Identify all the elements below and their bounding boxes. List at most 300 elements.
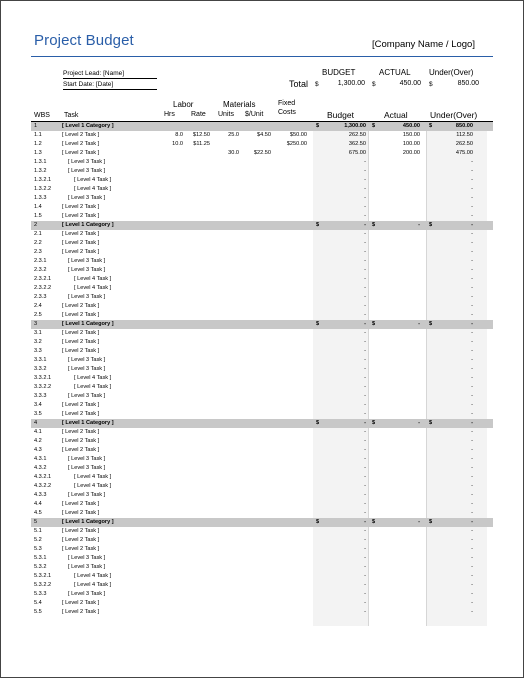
category-row[interactable]	[31, 122, 493, 131]
task-cell: [ Level 2 Task ]	[62, 132, 100, 138]
task-row[interactable]	[31, 194, 493, 203]
budget-cell: -	[364, 483, 366, 489]
budget-cell: -	[364, 447, 366, 453]
wbs-cell: 5.3	[34, 546, 42, 552]
task-cell: [ Level 4 Task ]	[74, 573, 112, 579]
wbs-cell: 5.3.3	[34, 591, 47, 597]
task-row[interactable]	[31, 230, 493, 239]
task-cell: [ Level 4 Task ]	[74, 186, 112, 192]
task-cell: [ Level 3 Task ]	[68, 258, 106, 264]
wbs-cell: 3.4	[34, 402, 42, 408]
task-cell: [ Level 2 Task ]	[62, 609, 100, 615]
task-cell: [ Level 2 Task ]	[62, 240, 100, 246]
budget-cell: 1,300.00	[344, 123, 366, 129]
under-over-cell: -	[471, 195, 473, 201]
wbs-cell: 2.2	[34, 240, 42, 246]
task-row[interactable]	[31, 383, 493, 392]
task-cell: [ Level 2 Task ]	[62, 339, 100, 345]
wbs-cell: 5.5	[34, 609, 42, 615]
wbs-cell: 3.3	[34, 348, 42, 354]
currency-sign: $	[429, 81, 433, 88]
wbs-cell: 4.3.3	[34, 492, 47, 498]
under-over-cell: -	[471, 312, 473, 318]
category-row[interactable]	[31, 518, 493, 527]
task-cell: [ Level 1 Category ]	[62, 519, 114, 525]
task-row[interactable]	[31, 509, 493, 518]
task-row[interactable]	[31, 545, 493, 554]
wbs-cell: 1.5	[34, 213, 42, 219]
task-cell: [ Level 1 Category ]	[62, 222, 114, 228]
budget-cell: -	[364, 420, 366, 426]
wbs-cell: 2	[34, 222, 38, 228]
task-cell: [ Level 3 Task ]	[68, 555, 106, 561]
wbs-cell: 1.3	[34, 150, 42, 156]
task-row[interactable]	[31, 257, 493, 266]
budget-cell: -	[364, 564, 366, 570]
under-over-cell: -	[471, 213, 473, 219]
task-row[interactable]	[31, 248, 493, 257]
wbs-cell: 4.3	[34, 447, 42, 453]
budget-cell: -	[364, 240, 366, 246]
wbs-cell: 4.5	[34, 510, 42, 516]
task-row[interactable]	[31, 572, 493, 581]
per-unit-header: $/Unit	[245, 111, 264, 118]
under-over-cell: -	[471, 492, 473, 498]
wbs-cell: 2.5	[34, 312, 42, 318]
summary-actual-label: ACTUAL	[379, 68, 411, 77]
budget-cell: -	[364, 510, 366, 516]
units-cell: 30.0	[228, 150, 239, 156]
budget-cell: -	[364, 303, 366, 309]
task-cell: [ Level 3 Task ]	[68, 267, 106, 273]
task-cell: [ Level 3 Task ]	[68, 456, 106, 462]
under-over-cell: -	[471, 537, 473, 543]
budget-cell: -	[364, 285, 366, 291]
wbs-cell: 3.3.2.2	[34, 384, 52, 390]
task-row[interactable]	[31, 392, 493, 401]
under-over-cell: -	[471, 375, 473, 381]
currency-sign: $	[429, 321, 433, 327]
task-cell: [ Level 2 Task ]	[62, 402, 100, 408]
hrs-cell: 10.0	[172, 141, 183, 147]
task-cell: [ Level 4 Task ]	[74, 384, 112, 390]
task-cell: [ Level 4 Task ]	[74, 276, 112, 282]
under-over-cell: -	[471, 456, 473, 462]
wbs-cell: 1.3.3	[34, 195, 47, 201]
task-cell: [ Level 2 Task ]	[62, 501, 100, 507]
under-over-cell: -	[471, 267, 473, 273]
currency-sign: $	[372, 222, 376, 228]
under-over-cell: -	[471, 249, 473, 255]
units-cell: 25.0	[228, 132, 239, 138]
under-over-cell: -	[471, 600, 473, 606]
task-row[interactable]	[31, 347, 493, 356]
wbs-cell: 5.3.2.2	[34, 582, 52, 588]
wbs-cell: 5.3.2.1	[34, 573, 52, 579]
wbs-cell: 1.3.2.2	[34, 186, 52, 192]
budget-cell: -	[364, 321, 366, 327]
summary-actual-total: 450.00	[399, 80, 421, 87]
hrs-cell: 8.0	[175, 132, 183, 138]
task-cell: [ Level 2 Task ]	[62, 249, 100, 255]
task-row[interactable]	[31, 608, 493, 617]
task-row[interactable]	[31, 311, 493, 320]
budget-cell: -	[364, 375, 366, 381]
task-row[interactable]	[31, 365, 493, 374]
budget-cell: -	[364, 384, 366, 390]
budget-cell: -	[364, 339, 366, 345]
budget-cell: -	[364, 582, 366, 588]
under-over-cell: -	[471, 276, 473, 282]
wbs-cell: 4.3.1	[34, 456, 47, 462]
task-row[interactable]	[31, 500, 493, 509]
units-header: Units	[218, 111, 234, 118]
task-cell: [ Level 2 Task ]	[62, 411, 100, 417]
labor-group-header: Labor	[173, 100, 194, 109]
task-row[interactable]	[31, 131, 493, 140]
wbs-cell: 2.1	[34, 231, 42, 237]
wbs-header: WBS	[34, 112, 50, 119]
budget-cell: -	[364, 294, 366, 300]
budget-cell: -	[364, 411, 366, 417]
category-row[interactable]	[31, 320, 493, 329]
under-over-cell: -	[471, 285, 473, 291]
wbs-cell: 1.3.1	[34, 159, 47, 165]
wbs-cell: 3.3.1	[34, 357, 47, 363]
under-over-cell: -	[471, 384, 473, 390]
wbs-cell: 4.3.2.1	[34, 474, 52, 480]
under-over-cell: -	[471, 321, 473, 327]
currency-sign: $	[316, 519, 320, 525]
company-logo-placeholder[interactable]: [Company Name / Logo]	[372, 39, 475, 50]
task-cell: [ Level 2 Task ]	[62, 312, 100, 318]
wbs-cell: 2.3.2	[34, 267, 47, 273]
under-over-cell: -	[471, 591, 473, 597]
currency-sign: $	[316, 222, 320, 228]
currency-sign: $	[372, 81, 376, 88]
under-over-cell: -	[471, 411, 473, 417]
wbs-cell: 1.1	[34, 132, 42, 138]
per-unit-cell: $4.50	[257, 132, 271, 138]
task-row[interactable]	[31, 239, 493, 248]
budget-cell: -	[364, 213, 366, 219]
under-over-cell: -	[471, 231, 473, 237]
task-row[interactable]	[31, 482, 493, 491]
task-row[interactable]	[31, 203, 493, 212]
currency-sign: $	[372, 321, 376, 327]
budget-cell: 262.50	[348, 132, 366, 138]
task-cell: [ Level 3 Task ]	[68, 564, 106, 570]
task-cell: [ Level 3 Task ]	[68, 465, 106, 471]
task-row[interactable]	[31, 275, 493, 284]
budget-cell: -	[364, 177, 366, 183]
under-over-cell: -	[471, 438, 473, 444]
budget-cell: -	[364, 159, 366, 165]
task-cell: [ Level 1 Category ]	[62, 123, 114, 129]
task-cell: [ Level 2 Task ]	[62, 528, 100, 534]
currency-sign: $	[429, 519, 433, 525]
budget-cell: -	[364, 528, 366, 534]
category-row[interactable]	[31, 419, 493, 428]
task-row[interactable]	[31, 167, 493, 176]
budget-table	[31, 122, 493, 617]
task-cell: [ Level 3 Task ]	[68, 195, 106, 201]
task-cell: [ Level 2 Task ]	[62, 303, 100, 309]
currency-sign: $	[372, 123, 376, 129]
wbs-cell: 1.4	[34, 204, 42, 210]
task-row[interactable]	[31, 437, 493, 446]
actual-cell: 150.00	[402, 132, 420, 138]
task-header: Task	[64, 112, 79, 119]
fixed-cell: $250.00	[286, 141, 307, 147]
task-row[interactable]	[31, 401, 493, 410]
task-row[interactable]	[31, 599, 493, 608]
summary-under-over-label: Under(Over)	[429, 68, 474, 77]
summary-budget-label: BUDGET	[322, 68, 356, 77]
task-row[interactable]	[31, 266, 493, 275]
task-cell: [ Level 2 Task ]	[62, 204, 100, 210]
budget-cell: -	[364, 519, 366, 525]
budget-cell: -	[364, 609, 366, 615]
task-row[interactable]	[31, 455, 493, 464]
task-row[interactable]	[31, 446, 493, 455]
budget-cell: -	[364, 258, 366, 264]
summary-budget-total: 1,300.00	[337, 80, 365, 87]
budget-cell: -	[364, 249, 366, 255]
under-over-cell: -	[471, 447, 473, 453]
wbs-cell: 3.3.3	[34, 393, 47, 399]
actual-cell: 200.00	[402, 150, 420, 156]
under-over-cell: -	[471, 555, 473, 561]
budget-cell: -	[364, 501, 366, 507]
task-row[interactable]	[31, 527, 493, 536]
budget-cell: -	[364, 429, 366, 435]
actual-cell: 450.00	[402, 123, 420, 129]
task-cell: [ Level 2 Task ]	[62, 141, 100, 147]
wbs-cell: 1	[34, 123, 38, 129]
under-over-cell: 112.50	[456, 132, 473, 138]
task-cell: [ Level 2 Task ]	[62, 150, 100, 156]
wbs-cell: 4	[34, 420, 38, 426]
page-title: Project Budget	[34, 32, 134, 49]
task-cell: [ Level 4 Task ]	[74, 375, 112, 381]
wbs-cell: 4.3.2	[34, 465, 47, 471]
under-over-cell: -	[471, 519, 473, 525]
category-row[interactable]	[31, 221, 493, 230]
task-row[interactable]	[31, 563, 493, 572]
task-cell: [ Level 3 Task ]	[68, 294, 106, 300]
task-row[interactable]	[31, 149, 493, 158]
budget-cell: -	[364, 231, 366, 237]
fixed-header: Fixed	[278, 100, 296, 107]
task-row[interactable]	[31, 158, 493, 167]
under-over-cell: -	[471, 429, 473, 435]
under-over-cell: 262.50	[455, 141, 473, 147]
budget-cell: -	[364, 168, 366, 174]
under-over-cell: -	[471, 510, 473, 516]
under-over-cell: -	[471, 168, 473, 174]
budget-cell: -	[364, 402, 366, 408]
title-divider	[31, 56, 493, 57]
project-lead-field[interactable]: Project Lead: [Name]	[63, 70, 157, 79]
task-cell: [ Level 3 Task ]	[68, 393, 106, 399]
task-cell: [ Level 2 Task ]	[62, 510, 100, 516]
task-row[interactable]	[31, 590, 493, 599]
task-row[interactable]	[31, 536, 493, 545]
start-date-field[interactable]: Start Date: [Date]	[63, 81, 157, 90]
currency-sign: $	[316, 420, 320, 426]
task-row[interactable]	[31, 554, 493, 563]
costs-header: Costs	[278, 109, 296, 116]
task-cell: [ Level 4 Task ]	[74, 177, 112, 183]
task-row[interactable]	[31, 176, 493, 185]
wbs-cell: 1.2	[34, 141, 42, 147]
wbs-cell: 5.4	[34, 600, 42, 606]
task-cell: [ Level 4 Task ]	[74, 474, 112, 480]
task-cell: [ Level 2 Task ]	[62, 438, 100, 444]
task-cell: [ Level 3 Task ]	[68, 168, 106, 174]
currency-sign: $	[429, 420, 433, 426]
wbs-cell: 2.3.2.2	[34, 285, 52, 291]
under-over-cell: -	[471, 177, 473, 183]
wbs-cell: 3.3.2.1	[34, 375, 52, 381]
task-cell: [ Level 2 Task ]	[62, 213, 100, 219]
actual-cell: -	[418, 222, 420, 228]
budget-cell: -	[364, 591, 366, 597]
task-cell: [ Level 4 Task ]	[74, 285, 112, 291]
budget-cell: -	[364, 186, 366, 192]
currency-sign: $	[316, 123, 320, 129]
task-row[interactable]	[31, 284, 493, 293]
task-row[interactable]	[31, 140, 493, 149]
wbs-cell: 2.3.1	[34, 258, 47, 264]
under-over-header: Under(Over)	[430, 110, 478, 120]
under-over-cell: -	[471, 573, 473, 579]
task-row[interactable]	[31, 293, 493, 302]
task-cell: [ Level 2 Task ]	[62, 348, 100, 354]
task-row[interactable]	[31, 374, 493, 383]
wbs-cell: 5.2	[34, 537, 42, 543]
task-cell: [ Level 2 Task ]	[62, 429, 100, 435]
actual-cell: -	[418, 519, 420, 525]
wbs-cell: 5.1	[34, 528, 42, 534]
under-over-cell: -	[471, 348, 473, 354]
wbs-cell: 3	[34, 321, 38, 327]
task-cell: [ Level 3 Task ]	[68, 492, 106, 498]
task-row[interactable]	[31, 428, 493, 437]
budget-cell: -	[364, 312, 366, 318]
task-row[interactable]	[31, 338, 493, 347]
wbs-cell: 4.4	[34, 501, 42, 507]
currency-sign: $	[372, 519, 376, 525]
under-over-cell: -	[471, 330, 473, 336]
task-cell: [ Level 1 Category ]	[62, 420, 114, 426]
task-row[interactable]	[31, 302, 493, 311]
wbs-cell: 2.3.2.1	[34, 276, 52, 282]
task-cell: [ Level 1 Category ]	[62, 321, 114, 327]
wbs-cell: 3.3.2	[34, 366, 47, 372]
task-row[interactable]	[31, 581, 493, 590]
under-over-cell: -	[471, 582, 473, 588]
task-cell: [ Level 2 Task ]	[62, 447, 100, 453]
budget-cell: -	[364, 456, 366, 462]
under-over-cell: -	[471, 546, 473, 552]
budget-cell: -	[364, 276, 366, 282]
task-row[interactable]	[31, 491, 493, 500]
wbs-cell: 5.3.2	[34, 564, 47, 570]
task-cell: [ Level 2 Task ]	[62, 600, 100, 606]
currency-sign: $	[316, 321, 320, 327]
budget-cell: -	[364, 348, 366, 354]
task-cell: [ Level 3 Task ]	[68, 366, 106, 372]
under-over-cell: -	[471, 339, 473, 345]
wbs-cell: 1.3.2	[34, 168, 47, 174]
budget-header: Budget	[327, 110, 354, 120]
currency-sign: $	[429, 222, 433, 228]
wbs-cell: 4.3.2.2	[34, 483, 52, 489]
task-row[interactable]	[31, 185, 493, 194]
under-over-cell: -	[471, 366, 473, 372]
under-over-cell: 475.00	[455, 150, 473, 156]
wbs-cell: 3.2	[34, 339, 42, 345]
budget-cell: -	[364, 393, 366, 399]
wbs-cell: 2.3.3	[34, 294, 47, 300]
hrs-header: Hrs	[164, 111, 175, 118]
under-over-cell: -	[471, 159, 473, 165]
task-cell: [ Level 4 Task ]	[74, 582, 112, 588]
fixed-cell: $50.00	[289, 132, 307, 138]
under-over-cell: -	[471, 303, 473, 309]
task-row[interactable]	[31, 356, 493, 365]
summary-under-over-total: 850.00	[457, 80, 479, 87]
actual-header: Actual	[384, 110, 408, 120]
total-label: Total	[289, 79, 309, 89]
rate-cell: $11.25	[193, 141, 210, 147]
wbs-cell: 3.1	[34, 330, 42, 336]
budget-cell: -	[364, 492, 366, 498]
under-over-cell: -	[471, 393, 473, 399]
under-over-cell: 850.00	[455, 123, 473, 129]
budget-cell: -	[364, 195, 366, 201]
under-over-cell: -	[471, 564, 473, 570]
wbs-cell: 5.3.1	[34, 555, 47, 561]
under-over-cell: -	[471, 483, 473, 489]
task-cell: [ Level 3 Task ]	[68, 591, 106, 597]
budget-cell: -	[364, 438, 366, 444]
task-cell: [ Level 4 Task ]	[74, 483, 112, 489]
budget-cell: -	[364, 267, 366, 273]
task-cell: [ Level 2 Task ]	[62, 231, 100, 237]
budget-cell: -	[364, 474, 366, 480]
budget-cell: -	[364, 573, 366, 579]
task-row[interactable]	[31, 329, 493, 338]
wbs-cell: 4.2	[34, 438, 42, 444]
task-cell: [ Level 2 Task ]	[62, 546, 100, 552]
budget-cell: -	[364, 222, 366, 228]
budget-cell: 675.00	[348, 150, 366, 156]
under-over-cell: -	[471, 420, 473, 426]
under-over-cell: -	[471, 258, 473, 264]
rate-cell: $12.50	[192, 132, 210, 138]
task-row[interactable]	[31, 212, 493, 221]
task-row[interactable]	[31, 464, 493, 473]
wbs-cell: 4.1	[34, 429, 42, 435]
budget-cell: -	[364, 600, 366, 606]
task-row[interactable]	[31, 410, 493, 419]
task-cell: [ Level 3 Task ]	[68, 159, 106, 165]
under-over-cell: -	[471, 240, 473, 246]
task-row[interactable]	[31, 473, 493, 482]
